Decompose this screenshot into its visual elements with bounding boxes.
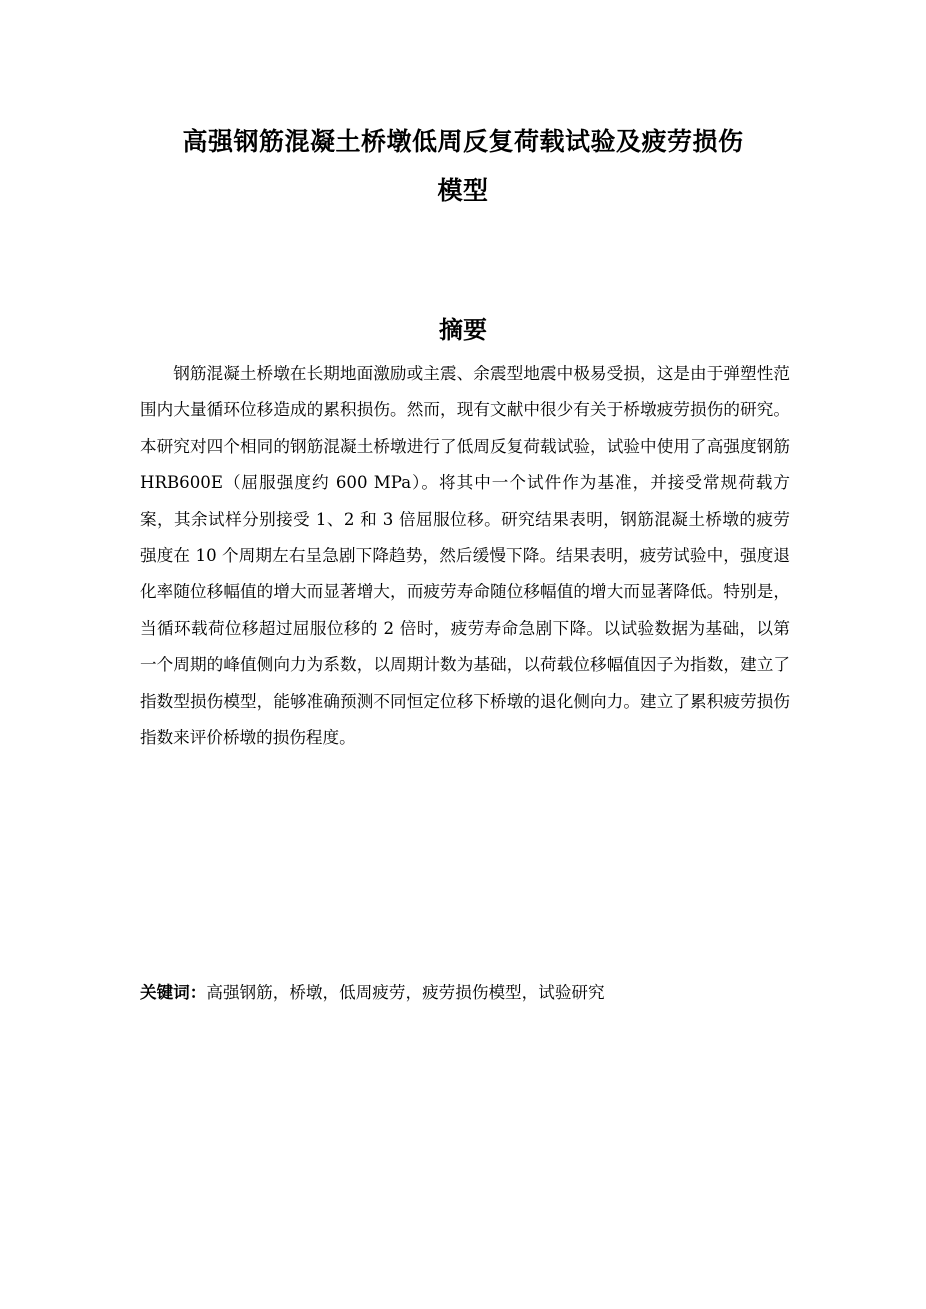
paper-title — [120, 117, 806, 215]
paper-title-line-2: 模型 — [437, 176, 489, 205]
abstract-heading: 摘要 — [439, 316, 487, 344]
abstract-body: 钢筋混凝土桥墩在长期地面激励或主震、余震型地震中极易受损，这是由于弹塑性范围内大量循环位移造成的累积损伤。然而，现有文献中很少有关于桥墩疲劳损伤的研究。本研究对四个相同的钢筋混凝土桥墩进行了低周反复荷载试验，试验中使用了高强度钢筋 HRB600E（屈服强度约 600 MPa）。将其中一个试件作为基准，并接受常规荷载方案，其余试样分别接受 1、2 和 3 倍屈服位移。研究结果表明，钢筋混凝土桥墩的疲劳强度在 10 个周期左右呈急剧下降趋势，然后缓慢下降。结果表明，疲劳试验中，强度退化率随位移幅值的增大而显著增大，而疲劳寿命随位移幅值的增大而显著降低。特别是，当循环载荷位移超过屈服位移的 2 倍时，疲劳寿命急剧下降。以试验数据为基础，以第一个周期的峰值侧向力为系数，以周期计数为基础，以荷载位移幅值因子为指数，建立了指数型损伤模型，能够准确预测不同恒定位移下桥墩的退化侧向力。建立了累积疲劳损伤指数来评价桥墩的损伤程度。 — [140, 364, 790, 748]
paper-title-line-1: 高强钢筋混凝土桥墩低周反复荷载试验及疲劳损伤 — [182, 127, 744, 156]
keywords-text: 高强钢筋，桥墩，低周疲劳，疲劳损伤模型，试验研究 — [206, 983, 605, 1002]
keywords-line — [140, 978, 790, 1008]
keywords-label: 关键词： — [140, 983, 207, 1002]
